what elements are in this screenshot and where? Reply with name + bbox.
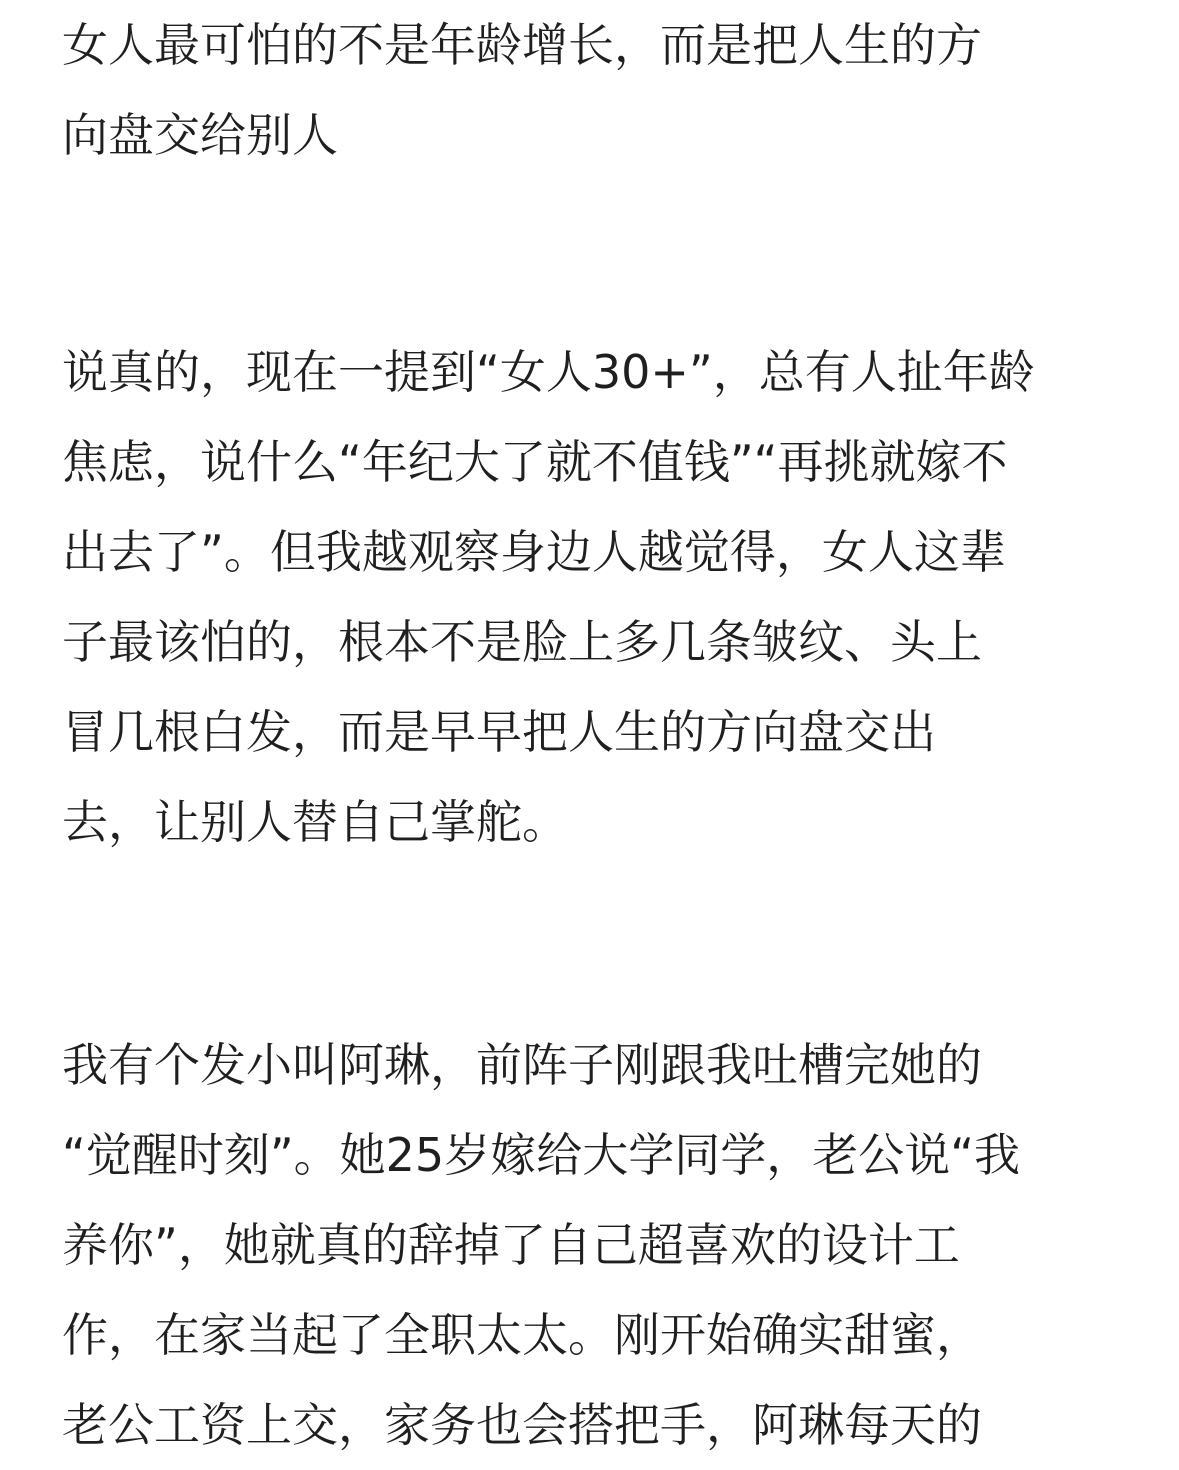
article-paragraph-2: 我有个发小叫阿琳，前阵子刚跟我吐槽完她的 “觉醒时刻”。她25岁嫁给大学同学，老公说“我 养你”，她就真的辞掉了自己超喜欢的设计工 作，在家当起了全职太太。刚开始确实甜蜜， 老公工资上交，家务也会搭把手，阿琳每天的: [62, 1038, 1021, 1452]
article-body: [62, 0, 1132, 1470]
article-paragraph-1: 说真的，现在一提到“女人30+”，总有人扯年龄 焦虑，说什么“年纪大了就不值钱”“再挑就嫁不 出去了”。但我越观察身边人越觉得，女人这辈 子最该怕的，根本不是脸上多几条皱纹、头上 冒几根白发，而是早早把人生的方向盘交出 去，让别人替自己掌舵。: [62, 345, 1035, 849]
article-title: 女人最可怕的不是年龄增长，而是把人生的方 向盘交给别人: [62, 18, 982, 162]
